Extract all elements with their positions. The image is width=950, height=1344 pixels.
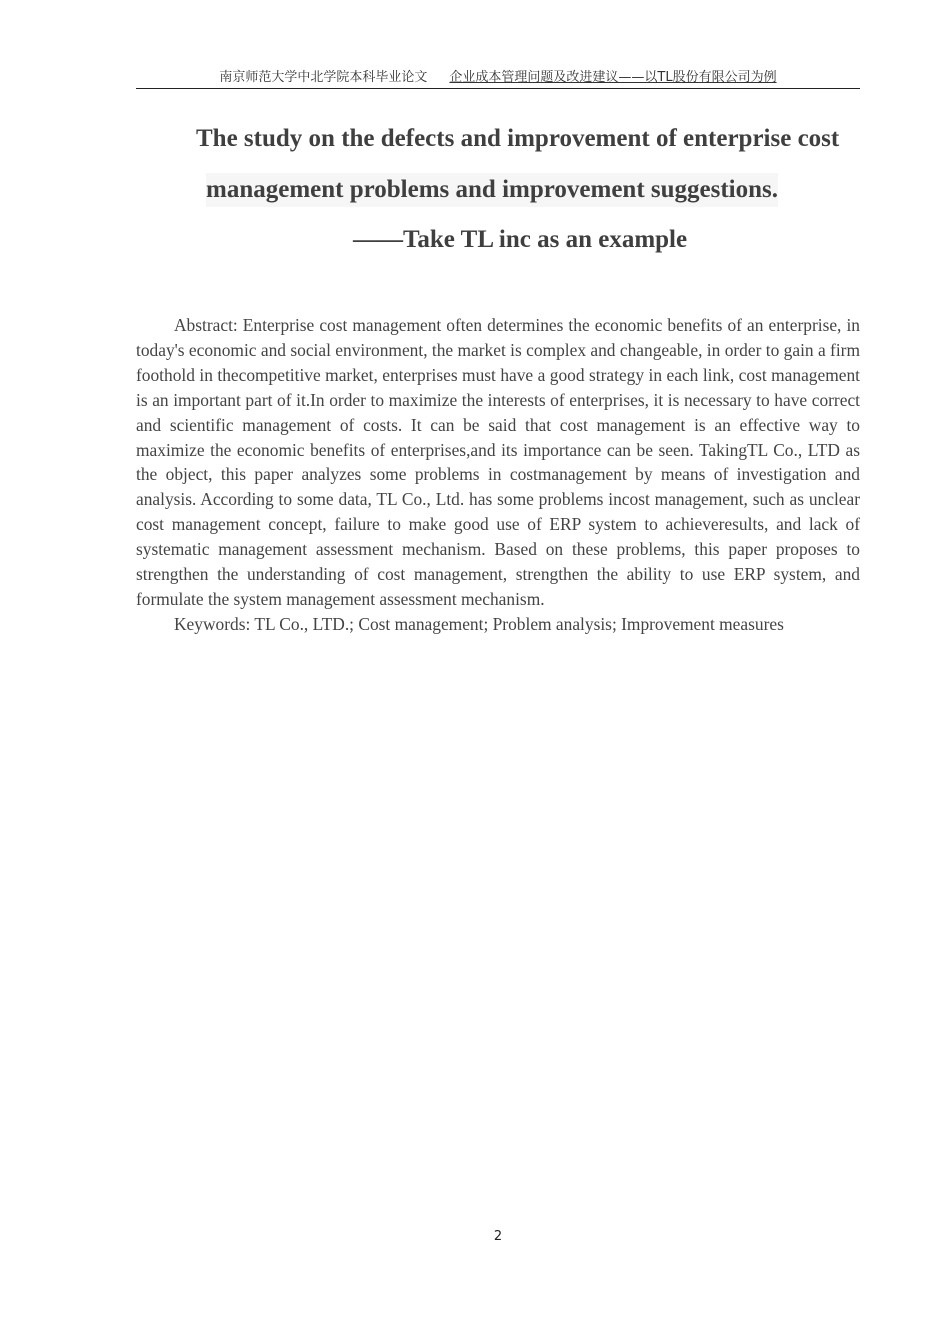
- header-thesis-title: 企业成本管理问题及改进建议——以TL股份有限公司为例: [449, 70, 777, 85]
- title-subtitle: ——Take TL inc as an example: [353, 226, 688, 253]
- page-number: 2: [493, 1229, 503, 1244]
- header-university: 南京师范大学中北学院本科毕业论文: [219, 70, 428, 85]
- abstract-paragraph: Abstract: Enterprise cost management often determines the economic benefits of an enterprise, in today's economic and social environment, the market is complex and changeable, in order to gain a firm foothold in thecompetitive market, enterprises must have a good strategy in each link, cost management is an important part of it.In order to maximize the interests of enterprises, it is necessary to have correct and scientific management of costs. It can be said that cost management is an effective way to maximize the economic benefits of enterprises,and its importance can be seen. TakingTL Co., LTD as the object, this paper analyzes some problems in costmanagement by means of investigation and analysis. According to some data, TL Co., Ltd. has some problems incost management, such as unclear cost management concept, failure to make good use of ERP system to achieveresults, and lack of systematic management assessment mechanism. Based on these problems, this paper proposes to strengthen the understanding of cost management, strengthen the ability to use ERP system, and formulate the system management assessment mechanism.: [136, 315, 860, 609]
- title-line-1: The study on the defects and improvement of enterprise cost: [196, 125, 840, 152]
- keywords-line: Keywords: TL Co., LTD.; Cost management; Problem analysis; Improvement measures: [174, 613, 784, 634]
- abstract-section: [136, 313, 860, 637]
- running-header: [136, 66, 860, 89]
- title-line-2: management problems and improvement suggestions.: [206, 173, 778, 207]
